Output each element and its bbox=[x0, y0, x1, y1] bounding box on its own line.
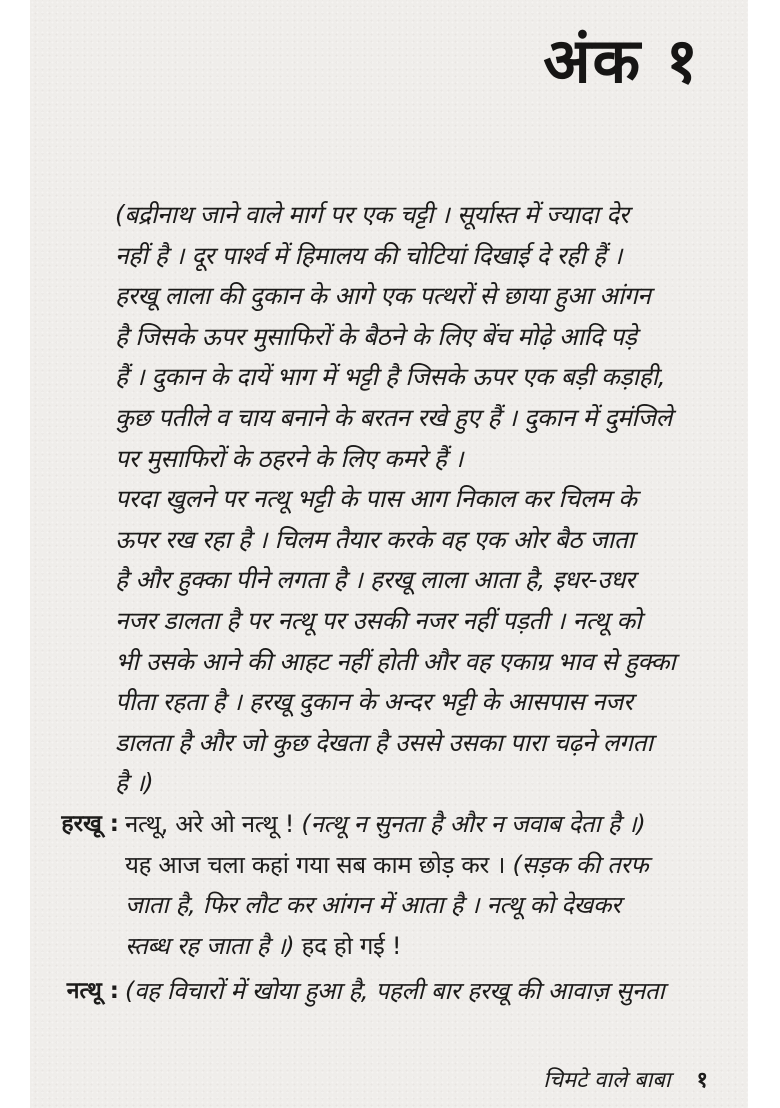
stage-line: ऊपर रख रहा है । चिलम तैयार करके वह एक ओर बैठ जाता bbox=[115, 524, 634, 554]
stage-line: कुछ पतीले व चाय बनाने के बरतन रखे हुए हैं । दुकान में दुमंजिले bbox=[115, 402, 672, 432]
chapter-title: अंक १ bbox=[543, 24, 700, 97]
stage-line: हैं । दुकान के दायें भाग में भट्टी है जिसके ऊपर एक बड़ी कड़ाही, bbox=[115, 362, 666, 392]
speaker-name: नत्थू : bbox=[66, 978, 119, 1004]
speech-line bbox=[125, 845, 738, 886]
stage-line: पीता रहता है । हरखू दुकान के अन्दर भट्टी के आसपास नजर bbox=[115, 687, 633, 717]
inline-stage-direction: स्तब्ध रह जाता है ।) bbox=[125, 931, 295, 960]
stage-line: नहीं है । दूर पार्श्व में हिमालय की चोटियां दिखाई दे रही हैं । bbox=[115, 240, 623, 270]
stage-line: है ।) bbox=[115, 768, 154, 798]
inline-stage-direction: जाता है, फिर लौट कर आंगन में आता है । नत्थू को देखकर bbox=[125, 891, 621, 920]
stage-line: पर मुसाफिरों के ठहरने के लिए कमरे हैं । bbox=[115, 443, 464, 473]
speech-line bbox=[125, 926, 738, 967]
opening-stage-direction bbox=[115, 195, 740, 804]
dialogue-natthu bbox=[38, 971, 738, 1012]
speech-line bbox=[125, 804, 738, 845]
spoken-text: हद हो गई ! bbox=[294, 931, 402, 960]
speaker-name: हरखू : bbox=[61, 811, 119, 837]
spoken-text: नत्थू, अरे ओ नत्थू ! bbox=[125, 810, 302, 838]
stage-line: (बद्रीनाथ जाने वाले मार्ग पर एक चट्टी । सूर्यास्त में ज्यादा देर bbox=[115, 200, 629, 229]
stage-line: डालता है और जो कुछ देखता है उससे उसका पारा चढ़ने लगता bbox=[115, 727, 653, 757]
inline-stage-direction: (वह विचारों में खोया हुआ है, पहली बार हरखू की आवाज़ सुनता bbox=[125, 977, 665, 1005]
stage-line: नजर डालता है पर नत्थू पर उसकी नजर नहीं पड़ती । नत्थू को bbox=[115, 605, 642, 635]
page-footer bbox=[543, 1064, 708, 1094]
page-number: १ bbox=[696, 1068, 708, 1093]
spoken-text: यह आज चला कहां गया सब काम छोड़ कर । bbox=[125, 850, 513, 879]
speech-body bbox=[125, 971, 738, 1012]
speech-line bbox=[125, 971, 738, 1012]
running-title: चिमटे वाले बाबा bbox=[543, 1068, 671, 1093]
stage-line: हरखू लाला की दुकान के आगे एक पत्थरों से छाया हुआ आंगन bbox=[115, 281, 651, 311]
stage-line: भी उसके आने की आहट नहीं होती और वह एकाग्र भाव से हुक्का bbox=[115, 646, 676, 676]
book-page bbox=[30, 0, 748, 1108]
speech-line bbox=[125, 885, 738, 926]
inline-stage-direction: (सड़क की तरफ bbox=[512, 850, 649, 879]
stage-line: है जिसके ऊपर मुसाफिरों के बैठने के लिए बेंच मोढ़े आदि पड़े bbox=[115, 321, 637, 351]
stage-line: परदा खुलने पर नत्थू भट्टी के पास आग निकाल कर चिलम के bbox=[115, 484, 637, 514]
stage-line: है और हुक्का पीने लगता है । हरखू लाला आता है, इधर-उधर bbox=[115, 565, 635, 595]
dialogue-harkhu bbox=[38, 804, 738, 966]
inline-stage-direction: (नत्थू न सुनता है और न जवाब देता है ।) bbox=[301, 810, 646, 838]
speech-body bbox=[125, 804, 738, 966]
